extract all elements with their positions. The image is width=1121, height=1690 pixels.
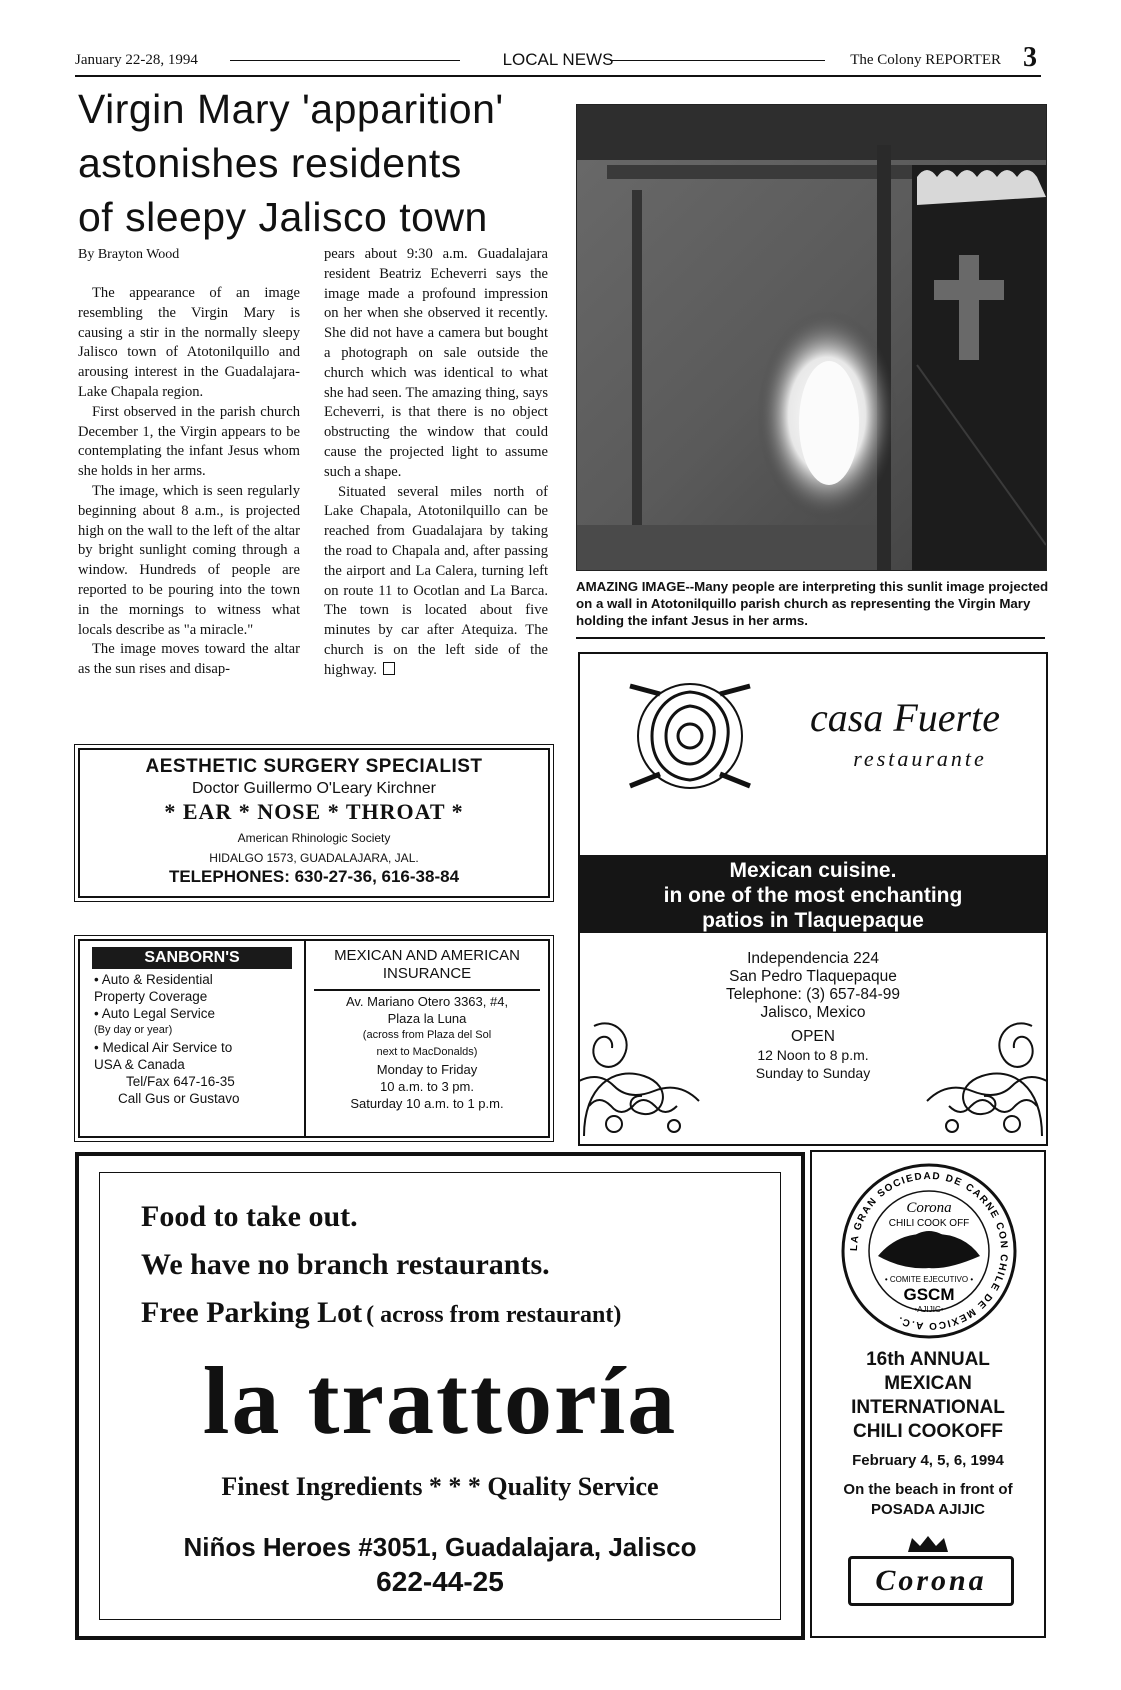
- doctor-name: Doctor Guillermo O'Leary Kirchner: [191, 780, 437, 797]
- photo-caption: AMAZING IMAGE--Many people are interpreting this sunlit image projected on a wall in Atotonilquillo parish church as representing the Virgin Mary holding the infant Jesus in her arms.: [576, 579, 1049, 628]
- casa-fuerte-ad: [578, 652, 1048, 1146]
- coverage-line: • Auto & Residential: [94, 972, 213, 987]
- surgery-ad: [78, 748, 550, 898]
- sanborns-ad: [78, 939, 550, 1138]
- office-line: Plaza la Luna: [387, 1011, 467, 1026]
- office-line: Av. Mariano Otero 3363, #4,: [345, 994, 509, 1009]
- hours-line: Sunday to Sunday: [755, 1065, 871, 1081]
- seal-code: GSCM: [903, 1285, 955, 1304]
- cookoff-location: [812, 1480, 1044, 1520]
- coverage-line: Property Coverage: [94, 989, 208, 1004]
- scroll-ornament-right-icon: [902, 986, 1052, 1142]
- address: HIDALGO 1573, GUADALAJARA, JAL.: [209, 851, 419, 865]
- hours-line: 12 Noon to 8 p.m.: [757, 1047, 869, 1063]
- article-column-2: [324, 245, 548, 681]
- trattoria-phone: 622-44-25: [376, 1566, 504, 1597]
- insurance-heading: MEXICAN AND AMERICAN INSURANCE: [334, 947, 520, 982]
- sanborns-left: [80, 941, 306, 1136]
- article-paragraph-text: Situated several miles north of Lake Chapala, Atotonilquillo can be reached from Guadalajara by taking the road to Chapala and, after passing the airport and La Calera, turning left on route 11 to Ocotlan and La Barca. The town is located about five minutes by car after Atequiza. The church is on the left side of the highway.: [324, 483, 548, 678]
- restaurant-name: casa Fuerte: [810, 695, 1000, 740]
- coverage-list: [94, 971, 304, 1107]
- header-rule-left: [230, 60, 460, 61]
- parking-line: [141, 1296, 621, 1330]
- takeout-line: Food to take out.: [141, 1200, 358, 1233]
- office-line: Saturday 10 a.m. to 1 p.m.: [350, 1096, 504, 1111]
- tagline-band: [580, 855, 1046, 933]
- chili-cookoff-ad: [810, 1150, 1046, 1638]
- location-line: POSADA AJIJIC: [871, 1501, 985, 1518]
- article-paragraph: First observed in the parish church December 1, the Virgin appears to be contemplating the infant Jesus whom she holds in her arms.: [78, 403, 300, 480]
- article-headline: [78, 82, 568, 244]
- coverage-line: USA & Canada: [94, 1057, 185, 1072]
- address-line: San Pedro Tlaquepaque: [729, 968, 897, 985]
- society: American Rhinologic Society: [237, 831, 391, 845]
- open-label: OPEN: [791, 1028, 835, 1045]
- trattoria-ad: [75, 1152, 805, 1640]
- address-line: Jalisco, Mexico: [760, 1004, 866, 1021]
- headline-line: astonishes residents: [78, 140, 462, 186]
- article-paragraph: The image, which is seen regularly beginning about 8 a.m., is projected high on the wall to the left of the altar by bright sunlight coming through a window. Hundreds of people are reported to be pouring into the town in the mornings to witness what locals describe as "a miracle.": [78, 482, 300, 638]
- seal-committee: • COMITE EJECUTIVO •: [884, 1275, 974, 1284]
- cookoff-title-line: MEXICAN: [884, 1373, 972, 1394]
- trattoria-tagline: Finest Ingredients * * * Quality Service: [221, 1472, 659, 1501]
- office-line: (across from Plaza del Sol: [362, 1029, 492, 1041]
- trattoria-address: Niños Heroes #3051, Guadalajara, Jalisco: [183, 1532, 697, 1562]
- issue-date: January 22-28, 1994: [75, 52, 198, 68]
- coverage-line: (By day or year): [94, 1024, 173, 1036]
- crown-icon: [904, 1534, 952, 1554]
- seal-brand: Corona: [906, 1200, 952, 1216]
- church-wall-image: [577, 105, 1046, 570]
- seal-place: •AJIJIC•: [914, 1305, 944, 1314]
- article-paragraph: pears about 9:30 a.m. Guadalajara resident Beatriz Echeverri says the image made a profound impression on her when she observed it recently. She did not have a camera but bought a photograph on sale outside the church which was identical to what she had seen. The amazing thing, says Echeverri, is that there is no object obstructing the window that could cause the projected light to assume such a shape.: [324, 246, 548, 480]
- headline-line: of sleepy Jalisco town: [78, 194, 488, 240]
- header-rule-right: [610, 60, 825, 61]
- ad-title: AESTHETIC SURGERY SPECIALIST: [145, 756, 483, 777]
- cookoff-seal: [838, 1160, 1020, 1342]
- cookoff-title-line: INTERNATIONAL: [851, 1397, 1005, 1418]
- address-line: Telephone: (3) 657-84-99: [725, 986, 901, 1003]
- parking-main: Free Parking Lot: [141, 1296, 363, 1329]
- cookoff-title: [812, 1348, 1044, 1444]
- newspaper-name: The Colony REPORTER: [850, 52, 1001, 68]
- seal-ring-text: LA GRAN SOCIEDAD DE CARNE CON CHILE DE MEXICO A.C.: [848, 1170, 1010, 1332]
- location-line: On the beach in front of: [843, 1481, 1013, 1498]
- sanborns-brand: SANBORN'S: [92, 947, 292, 969]
- scroll-ornament-left-icon: [574, 986, 724, 1142]
- address-line: Independencia 224: [747, 950, 879, 967]
- headline-line: Virgin Mary 'apparition': [78, 86, 504, 132]
- flower-logo-icon: [620, 674, 760, 794]
- article-paragraph: The appearance of an image resembling the Virgin Mary is causing a stir in the normally sleepy Jalisco town of Atotonilquillo and arousing interest in the Guadalajara-Lake Chapala region.: [78, 285, 300, 400]
- corona-logo: Corona: [848, 1556, 1014, 1606]
- cookoff-dates: February 4, 5, 6, 1994: [852, 1452, 1004, 1469]
- tagline-line: in one of the most enchanting: [663, 884, 963, 907]
- article-column-1: [78, 284, 300, 680]
- cookoff-title-line: 16th ANNUAL: [866, 1349, 990, 1370]
- coverage-line: • Auto Legal Service: [94, 1006, 216, 1021]
- article-paragraph: [324, 483, 548, 681]
- end-of-article-icon: [383, 662, 395, 675]
- article-paragraph: The image moves toward the altar as the sun rises and disap-: [78, 641, 300, 678]
- header-rule: [75, 75, 1041, 77]
- parking-note: ( across from restaurant): [366, 1302, 622, 1328]
- article-photo: [576, 104, 1047, 571]
- trattoria-logo: la trattoría: [202, 1347, 678, 1454]
- section-title: LOCAL NEWS: [502, 50, 614, 69]
- contact-line: Call Gus or Gustavo: [118, 1091, 240, 1106]
- office-details: [306, 993, 548, 1112]
- phone-line: Tel/Fax 647-16-35: [126, 1074, 235, 1089]
- coverage-line: • Medical Air Service to: [94, 1040, 233, 1055]
- sanborns-right: [306, 941, 548, 1136]
- telephones: TELEPHONES: 630-27-36, 616-38-84: [168, 867, 460, 886]
- page-header: [75, 42, 1041, 73]
- office-line: 10 a.m. to 3 pm.: [380, 1079, 474, 1094]
- cookoff-title-line: CHILI COOKOFF: [853, 1421, 1003, 1442]
- tagline-line: patios in Tlaquepaque: [702, 909, 924, 932]
- heading-rule: [314, 989, 540, 991]
- caption-rule: [576, 637, 1045, 639]
- office-line: Monday to Friday: [376, 1062, 478, 1077]
- page-number: 3: [1023, 42, 1037, 73]
- seal-title: CHILI COOK OFF: [888, 1218, 970, 1229]
- office-line: next to MacDonalds): [376, 1046, 478, 1058]
- byline: By Brayton Wood: [78, 247, 180, 262]
- specialty: * EAR * NOSE * THROAT *: [164, 799, 464, 824]
- restaurant-subtitle: restaurante: [853, 746, 987, 771]
- branches-line: We have no branch restaurants.: [141, 1248, 550, 1281]
- tagline-line: Mexican cuisine.: [729, 859, 897, 882]
